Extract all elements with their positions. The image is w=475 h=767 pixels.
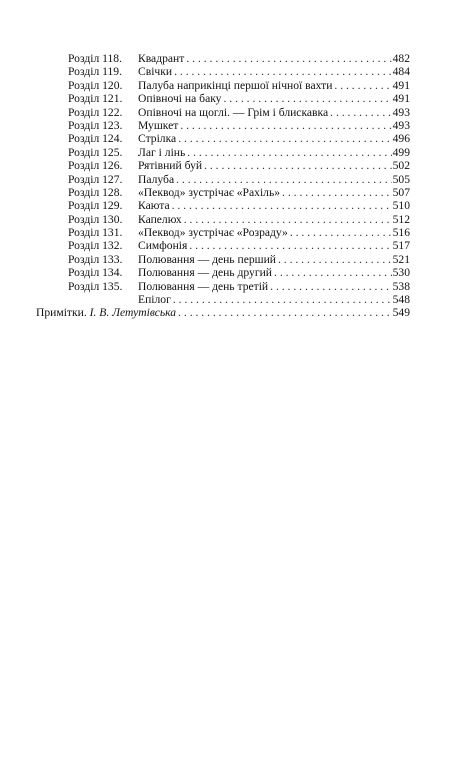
page-number: 499 [392,145,410,159]
dot-leader [278,253,392,266]
page-number: 491 [392,78,410,92]
page-number: 538 [392,279,410,293]
toc-entry [138,146,410,159]
page-number: 482 [392,52,410,65]
toc-row [0,280,475,293]
page-number: 493 [392,118,410,132]
table-of-contents [0,52,475,320]
toc-entry [138,65,410,78]
toc-row [0,173,475,186]
toc-entry [138,266,410,279]
page-number: 516 [392,226,410,240]
page-number: 496 [392,132,410,146]
toc-entry [138,106,410,119]
page-number: 512 [392,212,410,226]
dot-leader [178,132,391,145]
dot-leader [330,106,391,119]
chapter-title: Рятівний буй [138,159,203,173]
dot-leader [189,239,391,252]
page-number: 484 [392,65,410,79]
chapter-label: Розділ 118. [68,52,122,65]
toc-row [0,213,475,226]
toc-row [0,52,475,65]
toc-entry [36,306,410,319]
chapter-label: Розділ 127. [68,172,123,186]
toc-row [0,226,475,239]
page-number: 491 [392,92,410,106]
chapter-title: Полювання — день третій [138,279,269,293]
chapter-label: Розділ 119. [68,65,122,79]
chapter-title: Палуба [138,172,175,186]
page-number: 549 [392,306,410,320]
chapter-label: Розділ 135. [68,279,123,293]
toc-entry [138,293,410,306]
chapter-label: Розділ 120. [68,78,123,92]
page-number: 507 [392,185,410,199]
toc-entry [138,280,410,293]
toc-row [0,79,475,92]
toc-row-epilogue [0,293,475,306]
toc-row [0,146,475,159]
toc-row [0,132,475,145]
toc-row [0,65,475,78]
notes-author: І. В. Летутівська [89,306,177,320]
page-number: 510 [392,199,410,213]
toc-entry [138,186,410,199]
dot-leader [172,199,392,212]
page-number: 521 [392,252,410,266]
page-number: 548 [392,293,410,307]
toc-entry [138,92,410,105]
chapter-title: Капелюх [138,212,182,226]
toc-entry [138,52,410,65]
chapter-title: Полювання — день перший [138,252,276,266]
chapter-title: Опівночі на баку [138,92,222,106]
chapter-title: Стрілка [138,132,177,146]
chapter-title: Лаг і лінь [138,145,186,159]
dot-leader [282,186,392,199]
toc-entry [138,79,410,92]
epilogue-title: Епілог [138,293,171,307]
chapter-label: Розділ 121. [68,92,123,106]
toc-entry [138,159,410,172]
dot-leader [290,226,392,239]
chapter-label: Розділ 122. [68,105,123,119]
page-number: 493 [392,105,410,119]
chapter-title: Мушкет [138,118,179,132]
chapter-label: Розділ 126. [68,159,123,173]
notes-label: Примітки. [36,306,87,320]
toc-entry [138,119,410,132]
dot-leader [178,306,392,319]
toc-row [0,106,475,119]
page-number: 530 [392,266,410,280]
chapter-label: Розділ 125. [68,145,123,159]
toc-row [0,199,475,212]
chapter-title: Квадрант [138,52,185,65]
dot-leader [186,52,391,65]
toc-row [0,266,475,279]
page-number: 517 [392,239,410,253]
page-number: 502 [392,159,410,173]
chapter-label: Розділ 133. [68,252,123,266]
chapter-label: Розділ 130. [68,212,123,226]
chapter-label: Розділ 134. [68,266,123,280]
toc-row [0,239,475,252]
chapter-title: Свічки [138,65,173,79]
toc-row [0,92,475,105]
toc-entry [138,226,410,239]
dot-leader [174,65,392,78]
toc-row-notes [0,306,475,319]
notes-title [36,306,178,319]
toc-entry [138,213,410,226]
chapter-title: «Пеквод» зустрічає «Рахіль» [138,185,281,199]
dot-leader [223,92,391,105]
dot-leader [274,266,392,279]
chapter-label: Розділ 128. [68,185,123,199]
toc-row [0,119,475,132]
chapter-label: Розділ 132. [68,239,123,253]
chapter-title: «Пеквод» зустрічає «Розраду» [138,226,288,240]
toc-entry [138,239,410,252]
dot-leader [173,293,392,306]
chapter-title: Полювання — день другий [138,266,273,280]
dot-leader [180,119,391,132]
toc-row [0,186,475,199]
dot-leader [204,159,392,172]
chapter-title: Каюта [138,199,170,213]
toc-entry [138,253,410,266]
page-number: 505 [392,172,410,186]
chapter-title: Палуба наприкінці першої нічної вахти [138,78,333,92]
chapter-label: Розділ 131. [68,226,123,240]
chapter-label: Розділ 124. [68,132,123,146]
dot-leader [184,213,392,226]
chapter-label: Розділ 129. [68,199,123,213]
toc-entry [138,173,410,186]
dot-leader [270,280,391,293]
toc-row [0,159,475,172]
dot-leader [334,79,391,92]
toc-entry [138,199,410,212]
chapter-label: Розділ 123. [68,118,123,132]
dot-leader [187,146,391,159]
toc-entry [138,132,410,145]
toc-row [0,253,475,266]
dot-leader [176,173,392,186]
chapter-title: Опівночі на щоглі. — Грім і блискавка [138,105,329,119]
chapter-title: Симфонія [138,239,188,253]
